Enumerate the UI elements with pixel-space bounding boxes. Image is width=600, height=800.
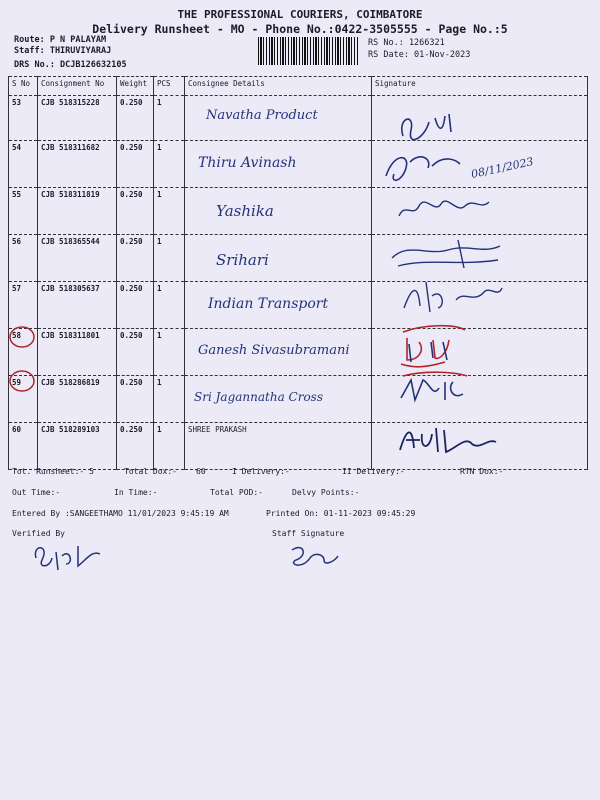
row-consignment: CJB 518311819 <box>38 188 117 235</box>
row-consignment: CJB 518289103 <box>38 423 117 470</box>
col-weight: Weight <box>117 77 154 96</box>
row-pcs: 1 <box>154 141 185 188</box>
row-weight: 0.250 <box>117 96 154 141</box>
row-weight: 0.250 <box>117 188 154 235</box>
company-title: THE PROFESSIONAL COURIERS, COIMBATORE <box>177 8 423 21</box>
staff-label: Staff: THIRUVIYARAJ <box>14 46 112 56</box>
row-pcs: 1 <box>154 423 185 470</box>
row-weight: 0.250 <box>117 141 154 188</box>
row-consignment: CJB 518365544 <box>38 235 117 282</box>
signature-60 <box>396 420 506 460</box>
row-consignee <box>185 329 372 376</box>
row-weight: 0.250 <box>117 423 154 470</box>
row-weight: 0.250 <box>117 376 154 423</box>
signature-55 <box>395 192 505 224</box>
runsheet-subtitle: Delivery Runsheet - MO - Phone No.:0422-3505555 - Page No.:5 <box>92 22 508 36</box>
signature-58 <box>395 320 475 370</box>
consignee-handwriting: Ganesh Sivasubramani <box>198 343 350 358</box>
row-sno: 56 <box>9 235 38 282</box>
row-consignment: CJB 518305637 <box>38 282 117 329</box>
in-time: In Time:- <box>114 488 158 497</box>
row-weight: 0.250 <box>117 282 154 329</box>
total-dox-value: 60 <box>196 467 206 476</box>
row-weight: 0.250 <box>117 329 154 376</box>
row-sno: 60 <box>9 423 38 470</box>
row-consignee <box>185 423 372 470</box>
out-time: Out Time:- <box>12 488 61 497</box>
tot-runsheet: Tot. Runsheet:- 5 <box>12 467 94 476</box>
row-weight: 0.250 <box>117 235 154 282</box>
ii-delivery: II Delivery:- <box>342 467 405 476</box>
col-consignment: Consignment No <box>38 77 117 96</box>
total-dox-label: Total Dox:- <box>124 467 177 476</box>
route-label: Route: P N PALAYAM <box>14 35 107 45</box>
rs-number: RS No.: 1266321 <box>368 38 445 48</box>
signature-56 <box>388 236 508 274</box>
signature-53 <box>395 108 465 144</box>
row-consignment: CJB 518315228 <box>38 96 117 141</box>
row-consignee <box>185 188 372 235</box>
delvy-points: Delvy Points:- <box>292 488 360 497</box>
signature-59 <box>395 368 475 408</box>
total-pod: Total POD:- <box>210 488 263 497</box>
printed-on: Printed On: 01-11-2023 09:45:29 <box>266 509 416 518</box>
table-row <box>9 329 588 376</box>
row-consignee <box>185 235 372 282</box>
row-pcs: 1 <box>154 329 185 376</box>
col-signature: Signature <box>372 77 588 96</box>
row-consignee <box>185 376 372 423</box>
signature-57 <box>398 276 508 322</box>
row-consignee <box>185 96 372 141</box>
consignee-handwriting: Srihari <box>216 251 269 269</box>
drs-number: DRS No.: DCJB126632105 <box>14 60 127 70</box>
row-pcs: 1 <box>154 96 185 141</box>
col-consignee: Consignee Details <box>185 77 372 96</box>
entered-by: Entered By :SANGEETHAMO 11/01/2023 9:45:19 AM <box>12 509 229 518</box>
barcode <box>258 37 358 65</box>
handwritten-date: 08/11/2023 <box>469 155 535 181</box>
consignee-handwriting: Yashika <box>216 202 274 220</box>
table-row <box>9 376 588 423</box>
rs-date: RS Date: 01-Nov-2023 <box>368 50 471 60</box>
row-pcs: 1 <box>154 235 185 282</box>
row-consignment: CJB 518286819 <box>38 376 117 423</box>
row-sno: 54 <box>9 141 38 188</box>
verified-by: Verified By <box>12 529 65 538</box>
row-consignment: CJB 518311682 <box>38 141 117 188</box>
row-pcs: 1 <box>154 282 185 329</box>
consignee-name: SHREE PRAKASH <box>188 425 247 434</box>
rtn-dox: RTN Dox:- <box>460 467 504 476</box>
red-circle-marks <box>6 324 40 404</box>
row-sno: 57 <box>9 282 38 329</box>
col-pcs: PCS <box>154 77 185 96</box>
staff-signature <box>284 540 344 574</box>
row-consignee <box>185 141 372 188</box>
row-pcs: 1 <box>154 188 185 235</box>
consignee-handwriting: Indian Transport <box>208 296 329 312</box>
row-sno: 58 <box>9 329 38 376</box>
row-sno: 59 <box>9 376 38 423</box>
verified-signature <box>30 538 110 574</box>
col-sno: S No <box>9 77 38 96</box>
row-sno: 55 <box>9 188 38 235</box>
table-row <box>9 96 588 141</box>
consignee-handwriting: Sri Jagannatha Cross <box>194 390 323 404</box>
row-consignee <box>185 282 372 329</box>
consignee-handwriting: Thiru Avinash <box>198 155 297 171</box>
signature-54 <box>380 148 570 190</box>
staff-signature-label: Staff Signature <box>272 529 345 538</box>
consignee-handwriting: Navatha Product <box>206 108 318 123</box>
i-delivery: I Delivery:- <box>232 467 290 476</box>
row-consignment: CJB 518311801 <box>38 329 117 376</box>
row-sno: 53 <box>9 96 38 141</box>
row-pcs: 1 <box>154 376 185 423</box>
